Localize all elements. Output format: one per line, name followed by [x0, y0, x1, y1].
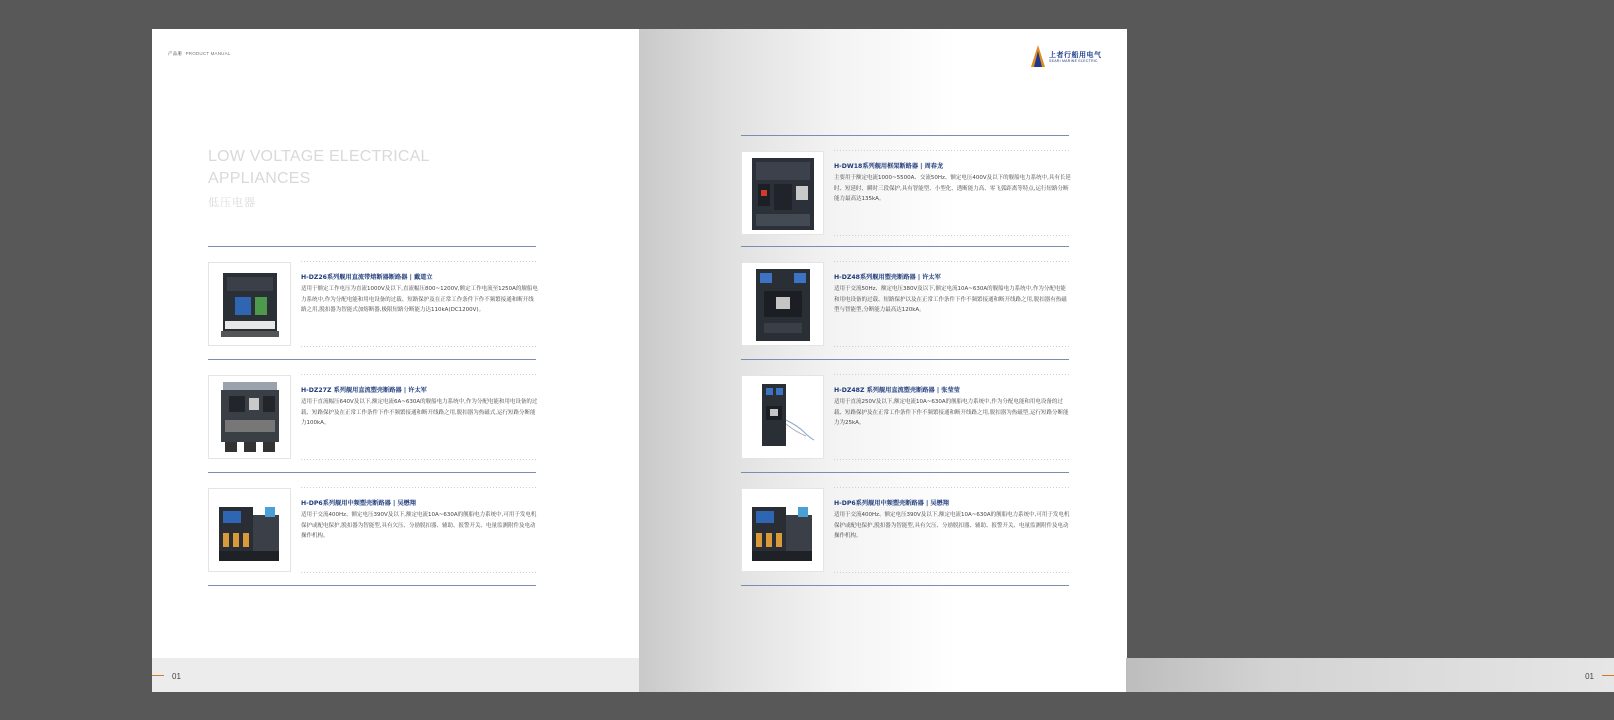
dotted-divider — [301, 261, 537, 262]
right-page-number: 01 — [1585, 672, 1594, 681]
breaker-dw18-image — [741, 151, 824, 235]
dotted-divider — [301, 572, 537, 573]
logo-text-en: SEARI MARINE ELECTRIC — [1049, 59, 1098, 63]
left-page — [152, 29, 639, 692]
product-description: 适用于交流400Hz、额定电压390V及以下,额定电流10A~630A的舰船电力系统中,可用于发电机保护或配电保护,脱扣器为智能型,具有欠压、分励脱扣器、辅助、报警开关、电量监测附件及电动操作机构。 — [834, 512, 1070, 540]
product-info — [834, 385, 1071, 429]
left-page-number: 01 — [172, 672, 181, 681]
right-page — [639, 29, 1594, 692]
hero-title-en: LOW VOLTAGE ELECTRICAL APPLIANCES — [208, 148, 430, 187]
product-card — [741, 472, 1071, 560]
dotted-divider — [834, 235, 1070, 236]
page-number-tick — [152, 675, 164, 676]
manual-label-en: PRODUCT MANUAL — [185, 51, 231, 56]
product-info — [301, 498, 538, 542]
section-rule — [208, 359, 536, 360]
product-info — [301, 272, 538, 316]
dotted-divider — [834, 459, 1070, 460]
section-rule — [741, 246, 1069, 247]
manual-label — [168, 51, 231, 57]
product-info — [834, 498, 1071, 542]
product-info — [301, 385, 538, 429]
dotted-divider — [834, 374, 1070, 375]
catalog-spread — [152, 29, 1594, 692]
breaker-dz26-image — [208, 262, 291, 346]
section-rule — [208, 472, 536, 473]
section-rule — [741, 472, 1069, 473]
breaker-dp6-image — [741, 488, 824, 572]
product-card — [741, 135, 1071, 223]
page-number-tick — [1602, 675, 1614, 676]
dotted-divider — [834, 346, 1070, 347]
section-rule — [208, 585, 536, 586]
product-description: 适用于额定工作电压为直流1000V及以下,直流幅压800~1200V,额定工作电流至1250A的舰船电力系统中,作为分配电能和用电设备的过载、短路保护及在正常工作条件下作不频繁接通和断开线路之用,脱扣器为智能式加熔断器,极限短路分断能力达110kA(DC1200V)。 — [301, 286, 538, 314]
product-description: 适用于直流幅压640V及以下,额定电流6A~630A的舰船电力系统中,作为分配电能和用电设备的过载、短路保护及在正常工作条件下作不频繁接通和断开线路之用,脱扣器为热磁式,运行短路分断能力100kA。 — [301, 399, 538, 427]
manual-label-cn: 产品册 — [168, 51, 183, 56]
breaker-dz48z-image — [741, 375, 824, 459]
dotted-divider — [834, 487, 1070, 488]
product-card — [741, 359, 1071, 447]
logo-text-cn: 上者行船用电气 — [1049, 51, 1102, 59]
left-footer — [152, 658, 639, 692]
breaker-dp6-image — [208, 488, 291, 572]
product-description: 适用于交流50Hz、额定电压380V及以下,额定电流10A~630A的舰船电力系统中,作为分配电能和用电设备的过载、短路保护以及在正常工作条件下作不频繁接通和断开线路之用,脱扣器有热磁型与智能型,分断能力最高达120kA。 — [834, 286, 1067, 314]
product-card — [741, 246, 1071, 334]
product-description: 适用于交流400Hz、额定电压390V及以下,额定电流10A~630A的舰船电力系统中,可用于发电机保护或配电保护,脱扣器为智能型,具有欠压、分励脱扣器、辅助、报警开关、电量监测附件及电动操作机构。 — [301, 512, 537, 540]
dotted-divider — [301, 459, 537, 460]
dotted-divider — [834, 150, 1070, 151]
product-title: H-DP6系列舰用中频塑壳断路器 | 吴懋翔 — [834, 500, 949, 507]
product-title: H-DZ48系列舰用塑壳断路器 | 许太军 — [834, 274, 941, 281]
section-rule — [741, 135, 1069, 136]
hero-title-cn: 低压电器 — [208, 196, 256, 209]
product-title: H-DZ26系列舰用直流带熔断器断路器 | 戴道立 — [301, 274, 433, 281]
dotted-divider — [301, 487, 537, 488]
right-footer — [1126, 658, 1614, 692]
breaker-dz48-image — [741, 262, 824, 346]
product-title: H-DP6系列舰用中频塑壳断路器 | 吴懋翔 — [301, 500, 416, 507]
section-rule — [741, 585, 1069, 586]
brand-logo — [1031, 45, 1111, 67]
logo-mark-icon — [1031, 45, 1045, 67]
breaker-dz27z-image — [208, 375, 291, 459]
product-title: H-DZ48Z 系列舰用直流塑壳断路器 | 张莹莹 — [834, 387, 960, 394]
section-rule — [208, 246, 536, 247]
product-description: 主要用于额定电流1000~5500A、交流50Hz、额定电压400V及以下的舰船电力系统中,具有长延时、短延时、瞬时三段保护,具有智能型、小型化、透断能力高、零飞弧距离等特点,运行短路分断能力最高达135kA。 — [834, 175, 1071, 203]
product-title: H-DW18系列舰用框架断路器 | 周春龙 — [834, 163, 944, 170]
product-description: 适用于直流250V及以下,额定电流10A~630A的舰船电力系统中,作为分配电能和用电设备的过载、短路保护及在正常工作条件下作不频繁接通和断开线路之用,脱扣器为热磁型,运行短路分断能力为25kA。 — [834, 399, 1069, 427]
product-card — [208, 246, 538, 334]
product-card — [208, 472, 538, 560]
dotted-divider — [834, 572, 1070, 573]
product-info — [834, 161, 1071, 205]
dotted-divider — [834, 261, 1070, 262]
dotted-divider — [301, 374, 537, 375]
section-rule — [741, 359, 1069, 360]
product-title: H-DZ27Z 系列舰用直流塑壳断路器 | 许太军 — [301, 387, 427, 394]
product-card — [208, 359, 538, 447]
product-info — [834, 272, 1071, 316]
dotted-divider — [301, 346, 537, 347]
